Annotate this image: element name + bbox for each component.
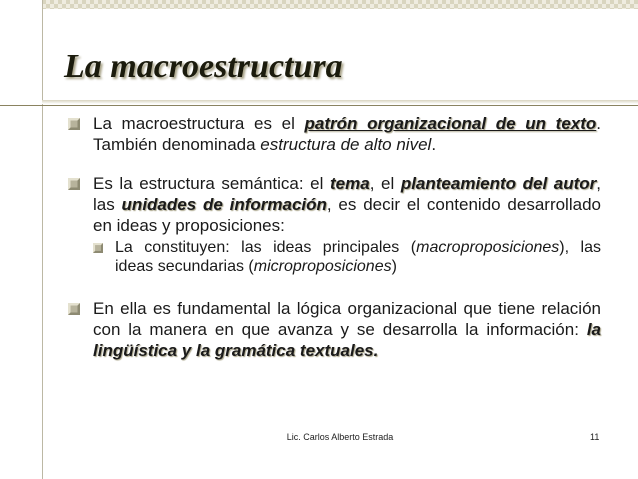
bullet-3-text: En ella es fundamental la lógica organizacional que tiene relación con la manera en que avanza y se desarrolla la información: xyxy=(93,299,601,339)
bullet-1-text-a: La macroestructura es el xyxy=(93,114,305,133)
square-bullet-icon xyxy=(68,303,80,315)
title-underline-rule xyxy=(0,105,638,106)
square-bullet-icon xyxy=(93,243,103,253)
bullet-2-unidades: unidades de información xyxy=(121,195,327,214)
square-bullet-icon xyxy=(68,178,80,190)
bullet-1-text-b: . También denominada xyxy=(93,114,602,154)
bullet-point-3 xyxy=(68,298,601,361)
bullet-1-emphasis: patrón organizacional de un texto xyxy=(304,114,597,133)
sub-microproposiciones: microproposiciones xyxy=(253,258,392,275)
slide-number: 11 xyxy=(590,432,600,442)
sub-macroproposiciones: macroproposiciones xyxy=(416,239,560,256)
sub-text-c: ) xyxy=(391,258,397,275)
footer-author: Lic. Carlos Alberto Estrada xyxy=(286,432,394,442)
sub-text-b: ), las ideas secundarias ( xyxy=(115,239,602,275)
square-bullet-icon xyxy=(68,118,80,130)
bullet-2-text-a: Es la estructura semántica: el xyxy=(93,174,330,193)
top-decor-band xyxy=(42,0,638,9)
bullet-2-tema: tema xyxy=(330,174,370,193)
bullet-2-text-d: , es decir el contenido desarrollado en ideas y proposiciones: xyxy=(93,195,601,235)
slide-body xyxy=(68,113,601,361)
sub-text-a: La constituyen: las ideas principales ( xyxy=(115,239,417,256)
left-vertical-rule xyxy=(42,0,43,479)
title-shadow-band xyxy=(42,100,638,104)
bullet-2-text-b: , el xyxy=(369,174,401,193)
sub-bullet-point xyxy=(93,238,601,276)
bullet-1-italic: estructura de alto nivel xyxy=(260,135,432,154)
bullet-point-1 xyxy=(68,113,601,155)
bullet-point-2 xyxy=(68,173,601,236)
bullet-3-emphasis: la lingüística y la gramática textuales. xyxy=(93,320,601,360)
bullet-1-text-c: . xyxy=(431,135,437,154)
bullet-2-planteamiento: planteamiento del autor xyxy=(400,174,597,193)
bullet-2-text-c: , las xyxy=(93,174,602,214)
slide-title: La macroestructura xyxy=(64,48,343,85)
